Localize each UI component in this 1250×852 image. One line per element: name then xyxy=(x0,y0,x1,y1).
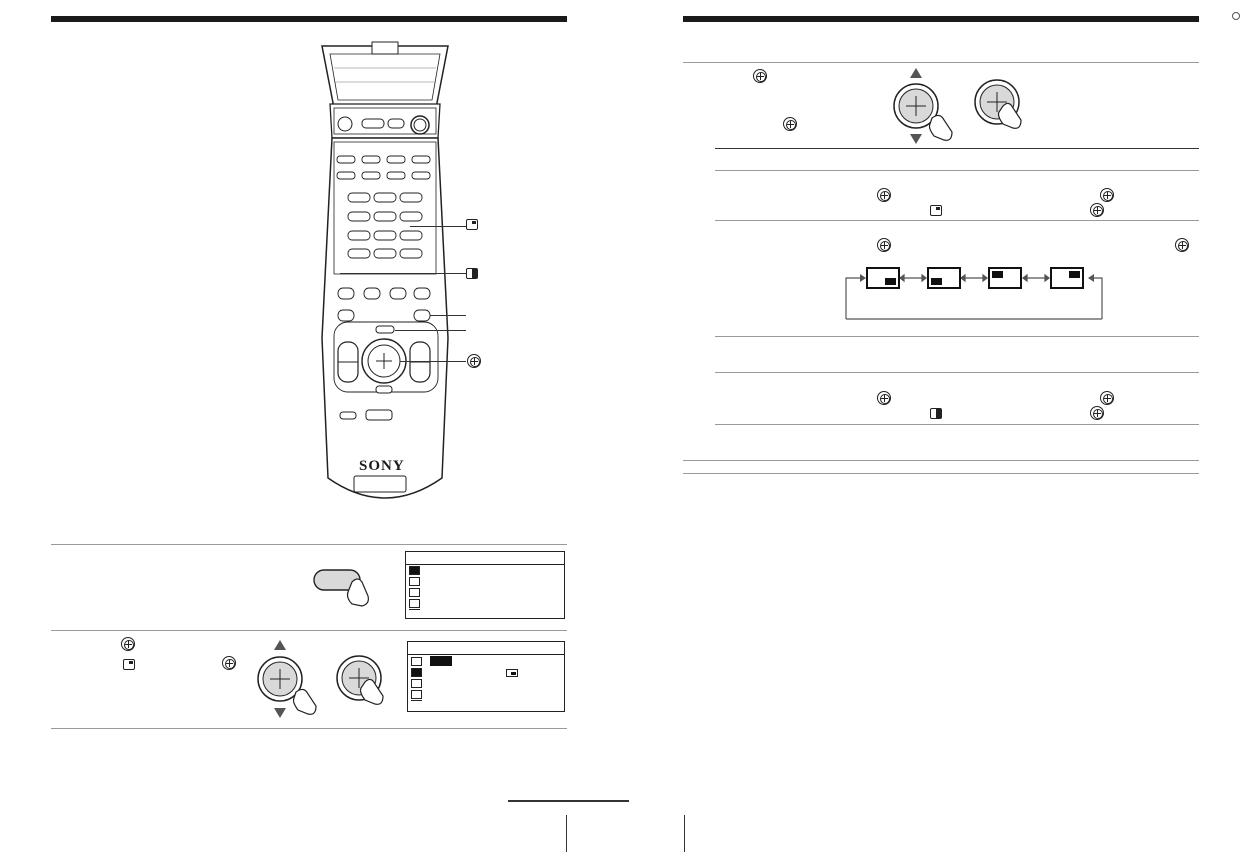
pip-half-icon xyxy=(466,268,478,279)
joystick-press-illustration xyxy=(335,652,393,708)
joystick-icon xyxy=(1100,188,1114,202)
gutter-rule-left xyxy=(566,815,567,852)
right-table-rule-6 xyxy=(715,372,1199,373)
right-table-rule-3 xyxy=(715,170,1199,171)
left-step-divider-3 xyxy=(51,728,567,729)
right-table-rule-8 xyxy=(683,460,1199,461)
joystick-icon xyxy=(877,238,891,252)
joystick-icon xyxy=(222,656,236,670)
joystick-icon xyxy=(753,69,767,83)
callout-line-pip-half xyxy=(340,273,466,274)
callout-line-menu-a xyxy=(430,315,466,316)
pip-frame-bottom-right xyxy=(866,267,900,289)
joystick-move-illustration xyxy=(888,68,964,144)
joystick-icon xyxy=(467,354,481,368)
callout-line-pip xyxy=(410,226,466,227)
left-step-divider-1 xyxy=(51,544,567,545)
pip-icon xyxy=(930,205,942,216)
joystick-icon xyxy=(1175,238,1189,252)
right-table-rule-1 xyxy=(683,62,1199,63)
callout-line-joystick xyxy=(400,361,466,362)
joystick-press-illustration xyxy=(973,78,1031,134)
joystick-icon xyxy=(1090,203,1104,217)
callout-line-menu-b xyxy=(395,330,466,331)
brand-logo: SONY xyxy=(359,458,405,474)
right-table-rule-4 xyxy=(715,220,1199,221)
pip-half-icon xyxy=(930,408,942,419)
remote-control-illustration xyxy=(310,38,460,518)
joystick-icon xyxy=(877,391,891,405)
gutter-rule-right xyxy=(684,815,685,852)
pip-frame-bottom-left xyxy=(927,267,961,289)
right-table-rule-5 xyxy=(715,336,1199,337)
left-step-divider-2 xyxy=(51,630,567,631)
joystick-icon xyxy=(783,117,797,131)
page-edge-mark xyxy=(1232,12,1240,20)
joystick-icon xyxy=(877,188,891,202)
right-page-top-bar xyxy=(683,16,1199,22)
right-table-rule-9 xyxy=(683,473,1199,474)
tv-menu-screen-2 xyxy=(407,641,565,712)
left-page-top-bar xyxy=(51,16,567,22)
joystick-icon xyxy=(121,637,135,651)
menu-button-icon xyxy=(312,566,382,608)
right-table-rule-2 xyxy=(715,148,1199,149)
joystick-icon xyxy=(1100,391,1114,405)
joystick-move-illustration xyxy=(254,640,330,718)
tv-menu-screen-1 xyxy=(405,551,565,619)
joystick-icon xyxy=(1090,406,1104,420)
footer-rule xyxy=(508,800,629,802)
pip-icon xyxy=(123,659,135,670)
pip-frame-top-right xyxy=(1050,267,1084,289)
right-table-rule-7 xyxy=(715,424,1199,425)
pip-icon xyxy=(466,219,478,230)
pip-frame-top-left xyxy=(988,267,1022,289)
